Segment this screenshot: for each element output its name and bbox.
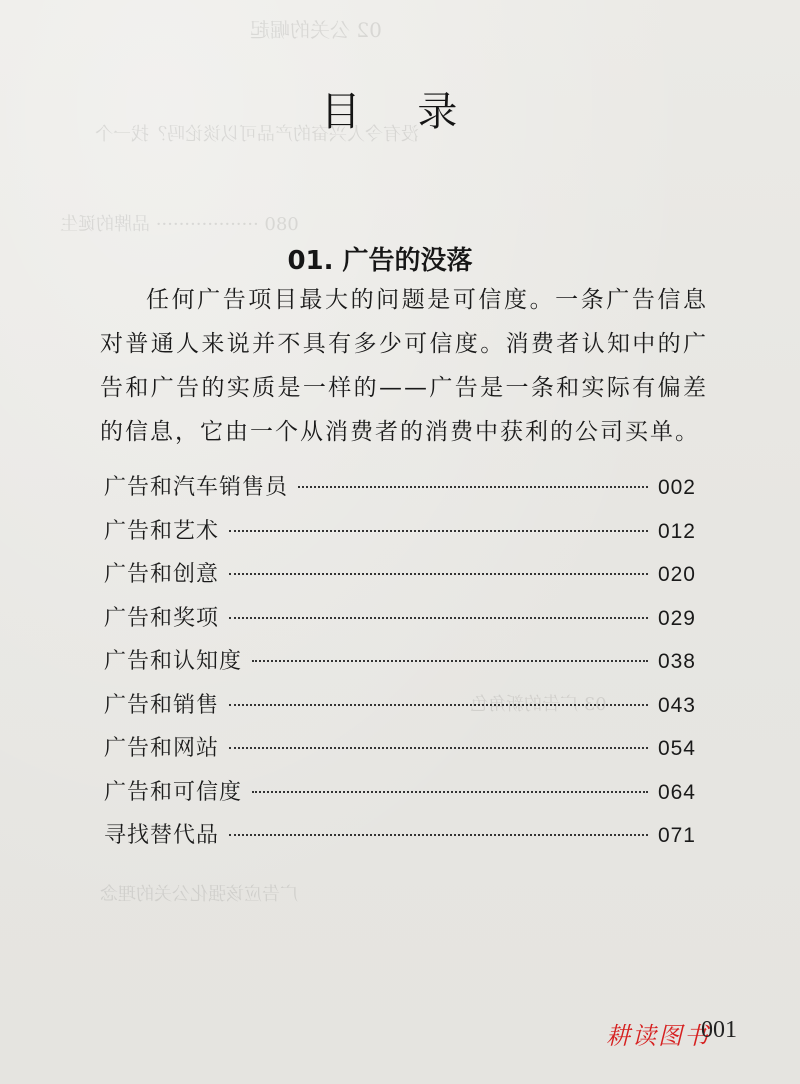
- bleed-through: 02 公关的崛起: [250, 18, 382, 42]
- toc-entry[interactable]: [104, 557, 696, 601]
- bleed-through: 广告应该强化公关的理念: [100, 884, 298, 905]
- toc-entry-title: 寻找替代品: [104, 823, 220, 848]
- bleed-through: 03 广告的新角色: [470, 694, 607, 715]
- toc-entry-title: 广告和可信度: [104, 779, 243, 805]
- dot-leader: [252, 791, 648, 793]
- dot-leader: [229, 834, 648, 836]
- dot-leader: [229, 704, 648, 706]
- toc-entry[interactable]: [104, 688, 696, 732]
- toc-page-number: 012: [657, 519, 696, 543]
- toc-entry-title: 广告和艺术: [104, 518, 220, 544]
- dot-leader: [229, 747, 648, 749]
- toc-entry-title: 广告和认知度: [104, 649, 243, 674]
- dot-leader: [252, 660, 648, 662]
- toc-entry-title: 广告和奖项: [104, 605, 220, 631]
- toc-entry-title: 广告和销售: [104, 692, 220, 718]
- toc-entry-title: 广告和汽车销售员: [104, 475, 289, 500]
- watermark: 耕读图书: [606, 1022, 710, 1050]
- toc-page-number: 020: [657, 563, 696, 586]
- dot-leader: [229, 573, 648, 575]
- toc-entry[interactable]: [104, 514, 696, 558]
- dot-leader: [229, 617, 648, 619]
- toc-entry[interactable]: [104, 644, 696, 688]
- bleed-through: 080 ·················· 品牌的诞生: [60, 214, 299, 235]
- table-of-contents: [104, 470, 696, 862]
- toc-entry-title: 广告和创意: [104, 562, 220, 587]
- toc-page-number: 029: [657, 606, 696, 630]
- toc-page-number: 038: [657, 650, 696, 673]
- toc-page-number: 054: [657, 737, 696, 760]
- toc-entry[interactable]: [104, 775, 696, 819]
- toc-page-number: 002: [657, 476, 696, 499]
- toc-entry[interactable]: [104, 731, 696, 775]
- page-title: 目 录: [320, 89, 480, 135]
- toc-page-number: 064: [657, 780, 696, 804]
- dot-leader: [298, 486, 648, 488]
- page-number: 001: [701, 1017, 737, 1043]
- bleed-through: 没有令人兴奋的产品可以谈论吗？找一个: [95, 124, 419, 145]
- section-heading: 01. 广告的没落: [287, 246, 473, 276]
- toc-entry[interactable]: [104, 470, 696, 514]
- toc-entry[interactable]: [104, 818, 696, 862]
- toc-page-number: 043: [657, 693, 696, 717]
- toc-entry-title: 广告和网站: [104, 736, 220, 761]
- section-intro: 任何广告项目最大的问题是可信度。一条广告信息对普通人来说并不具有多少可信度。消费者认知中的广告和广告的实质是一样的——广告是一条和实际有偏差的信息，它由一个从消费者的消费中获利的公司买单。: [100, 287, 708, 445]
- dot-leader: [229, 530, 648, 532]
- toc-entry[interactable]: [104, 601, 696, 645]
- toc-page-number: 071: [657, 824, 696, 847]
